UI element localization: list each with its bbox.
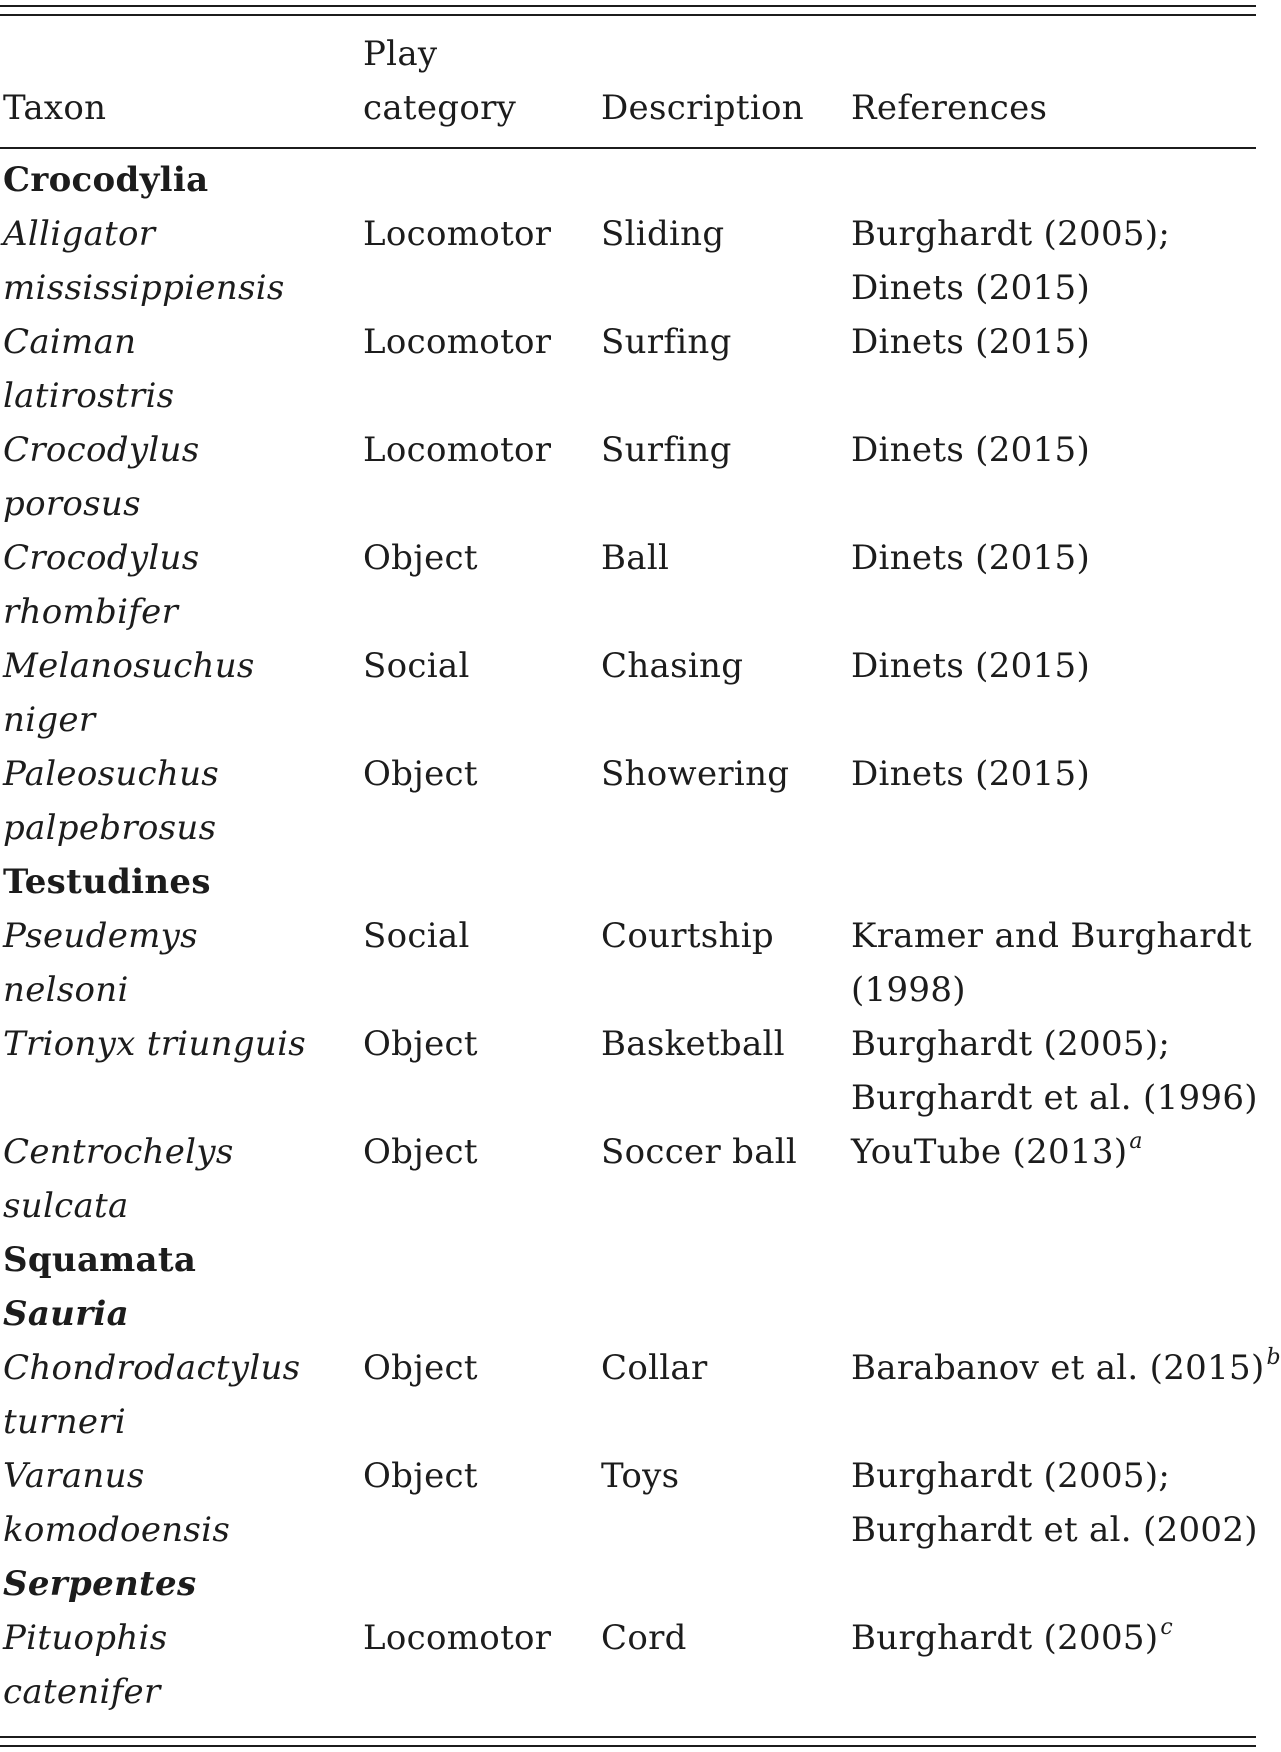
play-category: Object xyxy=(363,1348,478,1388)
top-rule-1 xyxy=(0,5,1256,7)
play-category: Object xyxy=(363,538,478,578)
subgroup-heading: Sauria xyxy=(3,1294,129,1334)
header-rule xyxy=(0,147,1256,149)
description: Sliding xyxy=(601,214,725,254)
taxon-name: Centrochelys xyxy=(3,1132,234,1172)
reference xyxy=(851,1017,1170,1071)
taxon-name: niger xyxy=(3,700,96,740)
footnote-marker: b xyxy=(1266,1344,1281,1370)
play-category: Locomotor xyxy=(363,214,552,254)
play-category: Social xyxy=(363,916,470,956)
reference xyxy=(851,207,1170,261)
reference-text: (1998) xyxy=(851,970,966,1010)
reference xyxy=(851,1611,1173,1665)
header-description: Description xyxy=(601,88,804,128)
taxon-name: komodoensis xyxy=(3,1510,231,1550)
header-play-category-line1: Play xyxy=(363,34,438,74)
taxon-name: catenifer xyxy=(3,1672,161,1712)
description: Cord xyxy=(601,1618,687,1658)
reference xyxy=(851,1071,1258,1125)
reference-text: Dinets (2015) xyxy=(851,754,1091,794)
taxon-name: nelsoni xyxy=(3,970,129,1010)
taxon-name: Crocodylus xyxy=(3,430,200,470)
reference-text: Burghardt (2005); xyxy=(851,1024,1171,1064)
taxon-name: Pituophis xyxy=(3,1618,168,1658)
play-category: Locomotor xyxy=(363,1618,552,1658)
reference-text: Dinets (2015) xyxy=(851,538,1091,578)
play-category: Object xyxy=(363,1024,478,1064)
description: Toys xyxy=(601,1456,680,1496)
reference-text: Burghardt et al. (1996) xyxy=(851,1078,1258,1118)
reference xyxy=(851,1449,1170,1503)
reference-text: Burghardt (2005); xyxy=(851,214,1171,254)
description: Surfing xyxy=(601,322,732,362)
taxon-name: turneri xyxy=(3,1402,127,1442)
footnote-marker: a xyxy=(1129,1128,1143,1154)
taxon-name: sulcata xyxy=(3,1186,129,1226)
taxon-name: Paleosuchus xyxy=(3,754,220,794)
reference-text: Kramer and Burghardt xyxy=(851,916,1252,956)
taxon-name: porosus xyxy=(3,484,141,524)
play-category: Object xyxy=(363,1456,478,1496)
reference xyxy=(851,423,1090,477)
play-category: Object xyxy=(363,754,478,794)
taxon-name: Pseudemys xyxy=(3,916,198,956)
reference xyxy=(851,531,1090,585)
reference xyxy=(851,963,966,1017)
play-category: Object xyxy=(363,1132,478,1172)
description: Courtship xyxy=(601,916,774,956)
taxon-name: Caiman xyxy=(3,322,137,362)
header-taxon: Taxon xyxy=(3,88,107,128)
reference xyxy=(851,315,1090,369)
description: Basketball xyxy=(601,1024,785,1064)
taxon-name: Melanosuchus xyxy=(3,646,255,686)
bottom-rule-1 xyxy=(0,1736,1256,1738)
reference xyxy=(851,1341,1281,1395)
description: Collar xyxy=(601,1348,708,1388)
description: Ball xyxy=(601,538,670,578)
reference xyxy=(851,909,1252,963)
taxon-name: palpebrosus xyxy=(3,808,217,848)
reference-text: Burghardt et al. (2002) xyxy=(851,1510,1258,1550)
group-heading: Crocodylia xyxy=(3,160,209,200)
reference-text: Barabanov et al. (2015) xyxy=(851,1348,1265,1388)
footnote-marker: c xyxy=(1160,1614,1174,1640)
reference xyxy=(851,261,1090,315)
taxon-name: mississippiensis xyxy=(3,268,285,308)
description: Chasing xyxy=(601,646,744,686)
bottom-rule-2 xyxy=(0,1745,1256,1747)
taxon-name: Trionyx triunguis xyxy=(3,1024,307,1064)
reference-text: Dinets (2015) xyxy=(851,322,1091,362)
reference-text: Burghardt (2005); xyxy=(851,1456,1171,1496)
taxon-name: Alligator xyxy=(3,214,156,254)
play-category: Locomotor xyxy=(363,322,552,362)
header-play-category-line2: category xyxy=(363,88,517,128)
top-rule-2 xyxy=(0,14,1256,16)
taxon-name: Varanus xyxy=(3,1456,145,1496)
taxon-name: Chondrodactylus xyxy=(3,1348,301,1388)
reference-text: YouTube (2013) xyxy=(851,1132,1128,1172)
header-references: References xyxy=(851,88,1048,128)
reference xyxy=(851,639,1090,693)
description: Showering xyxy=(601,754,790,794)
play-category: Social xyxy=(363,646,470,686)
group-heading: Squamata xyxy=(3,1240,197,1280)
taxon-name: latirostris xyxy=(3,376,175,416)
reference-text: Dinets (2015) xyxy=(851,646,1091,686)
description: Surfing xyxy=(601,430,732,470)
reference xyxy=(851,1125,1143,1179)
taxon-name: rhombifer xyxy=(3,592,179,632)
play-category: Locomotor xyxy=(363,430,552,470)
subgroup-heading: Serpentes xyxy=(3,1564,197,1604)
taxon-name: Crocodylus xyxy=(3,538,200,578)
description: Soccer ball xyxy=(601,1132,798,1172)
group-heading: Testudines xyxy=(3,862,211,902)
reference xyxy=(851,1503,1258,1557)
reference-text: Dinets (2015) xyxy=(851,430,1091,470)
reference xyxy=(851,747,1090,801)
reference-text: Burghardt (2005) xyxy=(851,1618,1159,1658)
reference-text: Dinets (2015) xyxy=(851,268,1091,308)
